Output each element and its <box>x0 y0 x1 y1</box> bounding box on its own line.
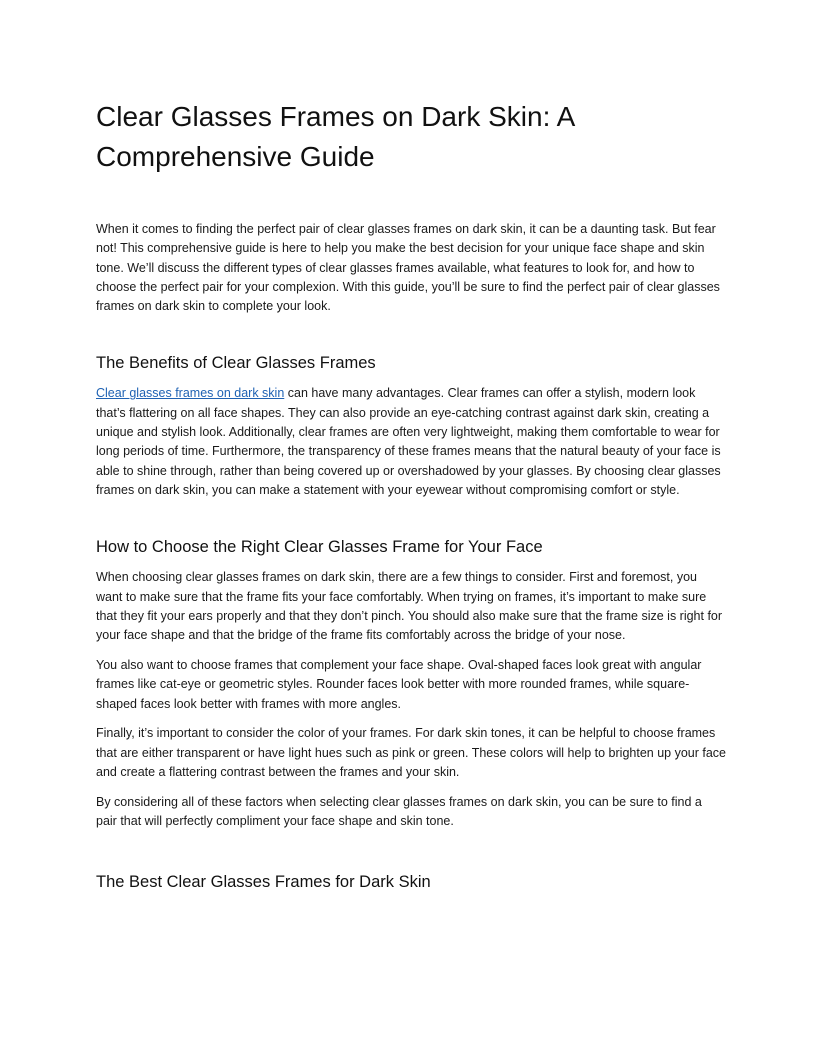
benefits-paragraph <box>96 384 726 500</box>
document-title: Clear Glasses Frames on Dark Skin: A Comprehensive Guide <box>96 101 574 172</box>
benefits-paragraph-text: can have many advantages. Clear frames can offer a stylish, modern look that’s flattering on all face shapes. They can also provide an eye-catching contrast against dark skin, creating a unique and stylish look. Additionally, clear frames are often very lightweight, making them comfortable to wear for long periods of time. Furthermore, the transparency of these frames means that the natural beauty of your face is able to shine through, rather than being covered up or overshadowed by your glasses. By choosing clear glasses frames on dark skin, you can make a statement with your eyewear without compromising comfort or style. <box>96 386 721 497</box>
section-heading-benefits: The Benefits of Clear Glasses Frames <box>96 354 376 373</box>
choose-paragraph-4: By considering all of these factors when selecting clear glasses frames on dark skin, you can be sure to find a pair that will perfectly compliment your face shape and skin tone. <box>96 794 702 829</box>
choose-paragraph-1: When choosing clear glasses frames on dark skin, there are a few things to consider. First and foremost, you want to make sure that the frame fits your face comfortably. When trying on frames, it’s important to make sure that they fit your ears properly and that they don’t pinch. You should also make sure that the frame size is right for your face shape and that the bridge of the frame fits comfortably across the bridge of your nose. <box>96 570 723 643</box>
choose-paragraph-2: You also want to choose frames that complement your face shape. Oval-shaped faces look great with angular frames like cat-eye or geometric styles. Rounder faces look better with more rounded frames, while square-shaped faces look better with frames with more angles. <box>96 657 702 711</box>
intro-paragraph: When it comes to finding the perfect pair of clear glasses frames on dark skin, it can be a daunting task. But fear not! This comprehensive guide is here to help you make the best decision for your unique face shape and skin tone. We’ll discuss the different types of clear glasses frames available, what features to look for, and how to choose the perfect pair for your complexion. With this guide, you’ll be sure to find the perfect pair of clear glasses frames on dark skin to complete your look. <box>96 222 720 314</box>
section-heading-best: The Best Clear Glasses Frames for Dark Skin <box>96 873 431 892</box>
section-heading-choose: How to Choose the Right Clear Glasses Frame for Your Face <box>96 538 543 557</box>
document-page <box>96 97 726 903</box>
choose-paragraph-3: Finally, it’s important to consider the color of your frames. For dark skin tones, it can be helpful to choose frames that are either transparent or have light hues such as pink or green. These colors will help to brighten up your face and create a flattering contrast between the frames and your skin. <box>96 726 726 779</box>
clear-glasses-link[interactable]: Clear glasses frames on dark skin <box>96 386 285 401</box>
